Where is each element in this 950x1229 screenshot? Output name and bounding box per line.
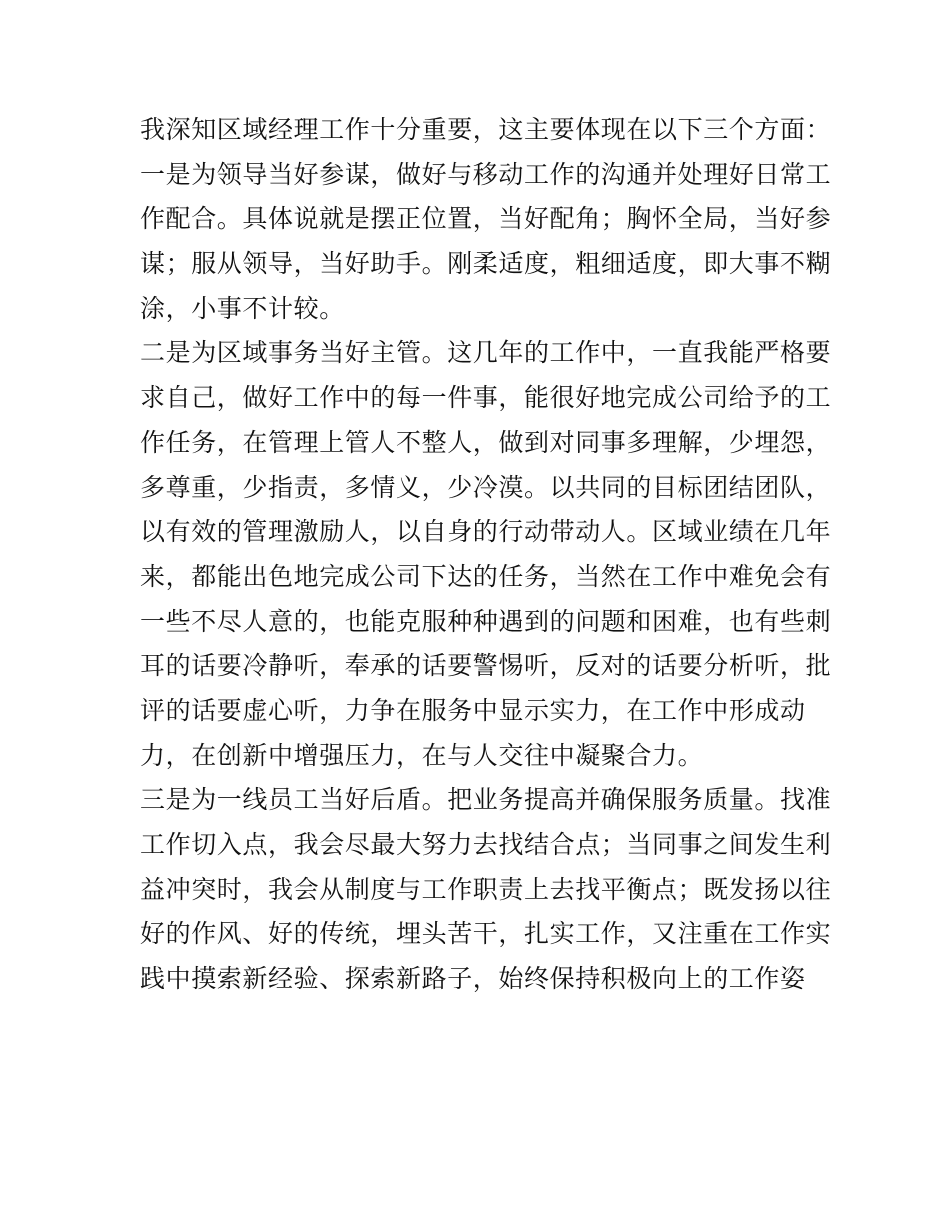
text-line: 力，在创新中增强压力，在与人交往中凝聚合力。 xyxy=(140,740,704,770)
text-line: 我深知区域经理工作十分重要，这主要体现在以下三个方面： xyxy=(140,115,832,144)
text-line: 作任务，在管理上管人不整人，做到对同事多理解，少埋怨， xyxy=(140,427,832,457)
text-line: 工作切入点，我会尽最大努力去找结合点；当同事之间发生利 xyxy=(140,830,832,859)
text-line: 来，都能出色地完成公司下达的任务，当然在工作中难免会有 xyxy=(140,561,832,591)
text-line: 一些不尽人意的，也能克服种种遇到的问题和困难，也有些刺 xyxy=(140,606,832,636)
text-line: 谋；服从领导，当好助手。刚柔适度，粗细适度，即大事不糊 xyxy=(140,249,832,279)
text-line: 以有效的管理激励人，以自身的行动带动人。区域业绩在几年 xyxy=(140,517,832,547)
text-line: 求自己，做好工作中的每一件事，能很好地完成公司给予的工 xyxy=(140,383,832,413)
text-line: 作配合。具体说就是摆正位置，当好配角；胸怀全局，当好参 xyxy=(140,204,832,234)
text-line: 好的作风、好的传统，埋头苦干，扎实工作，又注重在工作实 xyxy=(140,919,832,949)
text-line: 一是为领导当好参谋，做好与移动工作的沟通并处理好日常工 xyxy=(140,159,832,189)
body-text xyxy=(140,108,830,1002)
text-line: 二是为区域事务当好主管。这几年的工作中，一直我能严格要 xyxy=(140,338,832,368)
text-line: 三是为一线员工当好后盾。把业务提高并确保服务质量。找准 xyxy=(140,785,832,815)
text-line: 益冲突时，我会从制度与工作职责上去找平衡点；既发扬以往 xyxy=(140,874,832,904)
text-line: 践中摸索新经验、探索新路子，始终保持积极向上的工作姿 xyxy=(140,964,806,994)
text-line: 耳的话要冷静听，奉承的话要警惕听，反对的话要分析听，批 xyxy=(140,651,832,681)
text-line: 多尊重，少指责，多情义，少冷漠。以共同的目标团结团队， xyxy=(140,472,832,502)
text-line: 涂，小事不计较。 xyxy=(140,293,345,323)
text-line: 评的话要虚心听，力争在服务中显示实力，在工作中形成动 xyxy=(140,695,806,725)
